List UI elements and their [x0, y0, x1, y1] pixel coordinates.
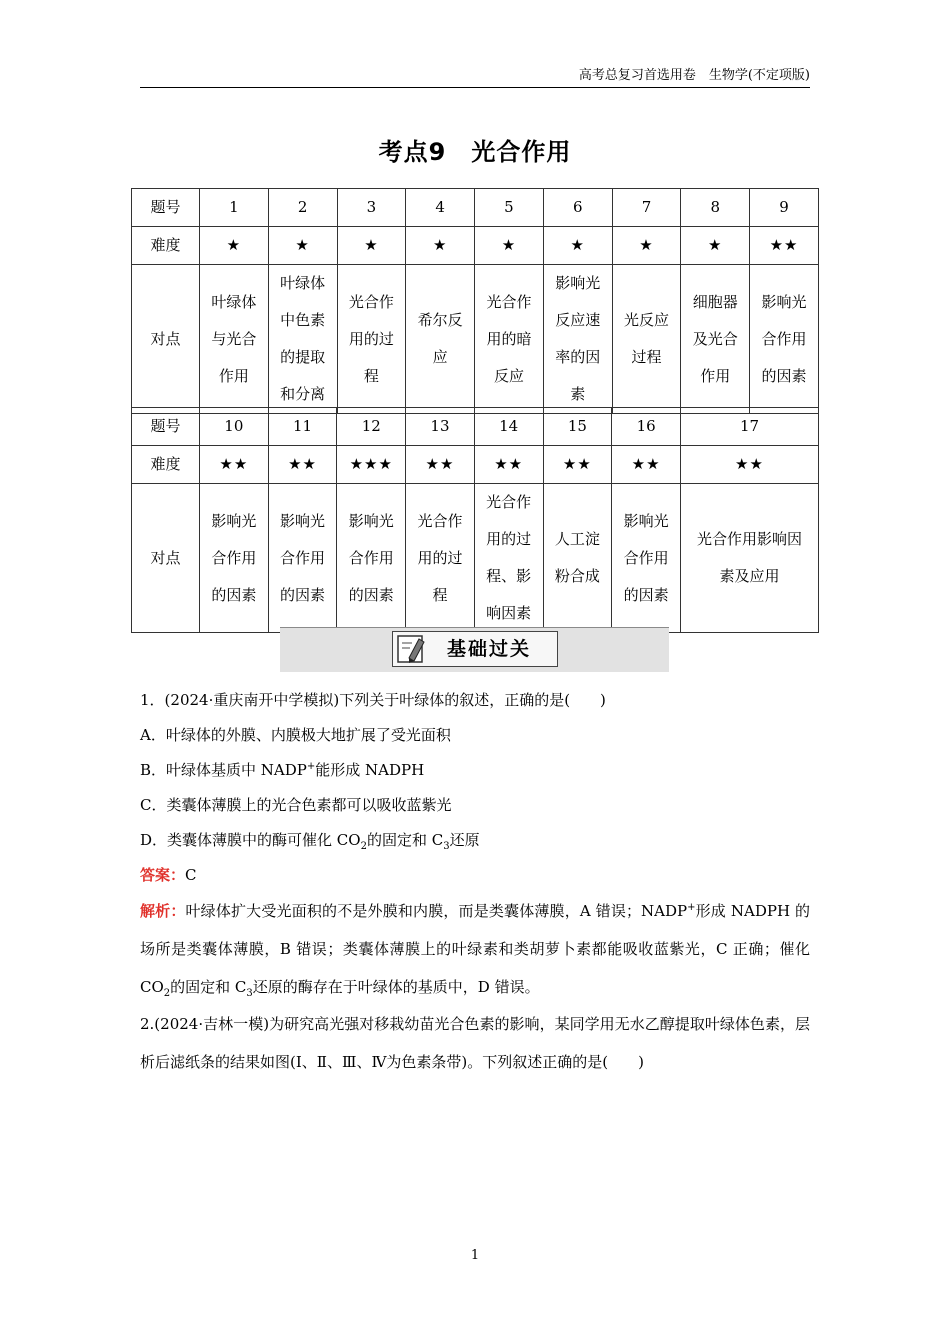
- running-header: 高考总复习首选用卷 生物学(不定项版): [578, 68, 810, 83]
- question-number: 10: [200, 408, 269, 446]
- topic-cell: 叶绿体 与光合 作用: [200, 265, 269, 414]
- topic-cell: 叶绿体 中色素 的提取 和分离: [268, 265, 337, 414]
- question-number: 16: [612, 408, 681, 446]
- table-row-numbers: [132, 408, 819, 446]
- difficulty-stars: ★: [475, 227, 544, 265]
- header-rule: [140, 87, 810, 88]
- difficulty-stars: ★★: [681, 446, 819, 484]
- difficulty-stars: ★★: [612, 446, 681, 484]
- difficulty-stars: ★: [681, 227, 750, 265]
- question-number: 5: [475, 189, 544, 227]
- question-2-stem: 2.(2024·吉林一模)为研究高光强对移栽幼苗光合色素的影响，某同学用无水乙醇提取叶绿体色素，层析后滤纸条的结果如图(Ⅰ、Ⅱ、Ⅲ、Ⅳ为色素条带)。下列叙述正确的是( ): [140, 1015, 810, 1071]
- question-number: 4: [406, 189, 475, 227]
- question-number: 15: [543, 408, 612, 446]
- table-row-topics: [132, 265, 819, 414]
- answer-label: 答案：: [140, 866, 186, 884]
- difficulty-stars: ★: [612, 227, 681, 265]
- option-a: A．叶绿体的外膜、内膜极大地扩展了受光面积: [140, 726, 451, 744]
- topic-cell: 光合作 用的过 程: [406, 484, 475, 633]
- banner-box: [392, 631, 558, 667]
- row-label: 题号: [132, 408, 200, 446]
- topic-cell: 光合作 用的暗 反应: [475, 265, 544, 414]
- option-b: B．叶绿体基质中 NADP+能形成 NADPH: [140, 761, 425, 779]
- row-label: 题号: [132, 189, 200, 227]
- question-number: 12: [337, 408, 406, 446]
- question-number: 17: [681, 408, 819, 446]
- question-number: 7: [612, 189, 681, 227]
- question-number: 13: [406, 408, 475, 446]
- topic-cell: 影响光 合作用 的因素: [337, 484, 406, 633]
- topic-cell: 光反应 过程: [612, 265, 681, 414]
- difficulty-stars: ★★: [750, 227, 819, 265]
- table-row-numbers: [132, 189, 819, 227]
- row-label: 难度: [132, 446, 200, 484]
- pencil-icon: [397, 634, 427, 664]
- difficulty-stars: ★★★: [337, 446, 406, 484]
- topic-cell: 影响光 合作用 的因素: [750, 265, 819, 414]
- difficulty-stars: ★★: [200, 446, 269, 484]
- banner-title: 基础过关: [447, 638, 532, 660]
- topic-cell: 影响光 反应速 率的因 素: [543, 265, 612, 414]
- row-label: 难度: [132, 227, 200, 265]
- question-number: 2: [268, 189, 337, 227]
- difficulty-stars: ★★: [268, 446, 337, 484]
- topic-cell: 细胞器 及光合 作用: [681, 265, 750, 414]
- answer-line: [140, 865, 197, 885]
- question-number: 14: [474, 408, 543, 446]
- question-number: 8: [681, 189, 750, 227]
- difficulty-stars: ★: [268, 227, 337, 265]
- difficulty-stars: ★: [406, 227, 475, 265]
- page-number: 1: [470, 1248, 480, 1263]
- topic-cell: 影响光 合作用 的因素: [612, 484, 681, 633]
- topic-cell: 光合作 用的过 程: [337, 265, 406, 414]
- difficulty-stars: ★: [200, 227, 269, 265]
- topic-cell: 光合作 用的过 程、影 响因素: [474, 484, 543, 633]
- answer-value: C: [185, 866, 197, 884]
- topic-cell: 影响光 合作用 的因素: [200, 484, 269, 633]
- topic-cell: 光合作用影响因 素及应用: [681, 484, 819, 633]
- option-d: D．类囊体薄膜中的酶可催化 $CO_2$的固定和 $C_3$还原: [140, 831, 480, 852]
- option-c: C．类囊体薄膜上的光合色素都可以吸收蓝紫光: [140, 796, 452, 814]
- table-row-difficulty: [132, 446, 819, 484]
- difficulty-stars: ★★: [543, 446, 612, 484]
- question-number: 3: [337, 189, 406, 227]
- row-label: 对点: [132, 484, 200, 633]
- question-number: 9: [750, 189, 819, 227]
- topic-cell: 影响光 合作用 的因素: [268, 484, 337, 633]
- question-1-stem: 1．(2024·重庆南开中学模拟)下列关于叶绿体的叙述，正确的是( ): [140, 691, 606, 709]
- page-title: 考点9 光合作用: [378, 138, 572, 166]
- difficulty-stars: ★★: [406, 446, 475, 484]
- topic-table-2: [131, 407, 819, 633]
- difficulty-stars: ★★: [474, 446, 543, 484]
- table-row-topics: [132, 484, 819, 633]
- topic-cell: 人工淀 粉合成: [543, 484, 612, 633]
- difficulty-stars: ★: [337, 227, 406, 265]
- analysis-paragraph: 解析：叶绿体扩大受光面积的不是外膜和内膜，而是类囊体薄膜，A 错误；NADP+形成 NADPH 的场所是类囊体薄膜，B 错误；类囊体薄膜上的叶绿素和类胡萝卜素都能吸收蓝紫光，C 正确；催化 $CO_2$的固定和 $C_3$还原的酶存在于叶绿体的基质中，D 错误。: [140, 902, 810, 999]
- difficulty-stars: ★: [543, 227, 612, 265]
- question-number: 6: [543, 189, 612, 227]
- topic-table-1: [131, 188, 819, 414]
- question-number: 1: [200, 189, 269, 227]
- table-row-difficulty: [132, 227, 819, 265]
- row-label: 对点: [132, 265, 200, 414]
- section-banner: [280, 627, 669, 672]
- topic-cell: 希尔反 应: [406, 265, 475, 414]
- question-number: 11: [268, 408, 337, 446]
- analysis-label: 解析：: [140, 902, 186, 920]
